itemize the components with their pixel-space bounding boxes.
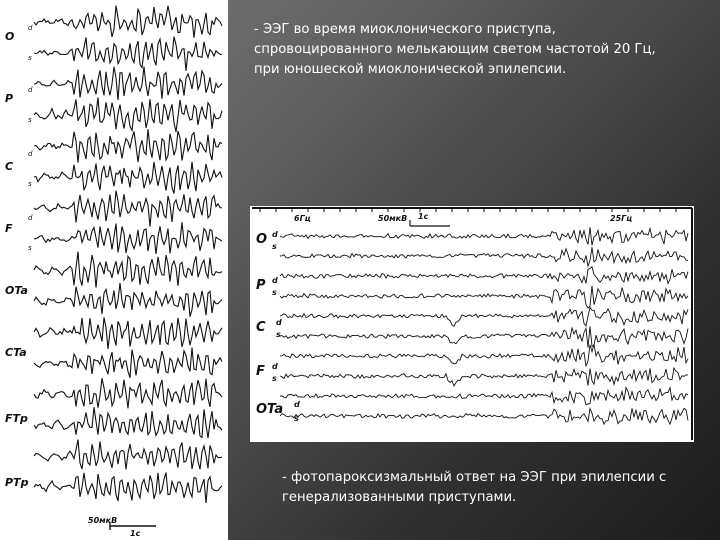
right-channel-label-ota: OTa: [256, 402, 284, 417]
left-eeg-trace: [34, 378, 222, 408]
right-eeg-panel: [250, 206, 694, 442]
right-side-mark-d: d: [272, 230, 278, 239]
left-eeg-panel: [0, 0, 228, 540]
left-side-mark-d: d: [28, 150, 33, 158]
right-eeg-trace: [280, 227, 688, 245]
right-channel-label-f: F: [256, 364, 265, 379]
right-side-mark-d: d: [272, 362, 278, 371]
left-eeg-trace: [34, 283, 222, 317]
right-freq-end: 25Гц: [610, 214, 633, 223]
left-eeg-trace: [34, 162, 222, 194]
left-eeg-trace: [34, 67, 222, 101]
right-eeg-trace: [280, 408, 688, 424]
left-eeg-trace: [34, 317, 222, 349]
left-channel-label-c: C: [5, 160, 14, 173]
left-eeg-trace: [34, 252, 222, 288]
left-eeg-trace: [34, 98, 222, 132]
right-scale-amplitude: 50мкВ: [378, 214, 408, 223]
right-side-mark-s: s: [294, 414, 299, 423]
left-eeg-trace: [34, 348, 222, 378]
left-channel-label-f: F: [5, 222, 13, 235]
left-eeg-trace: [34, 473, 222, 504]
left-eeg-traces: [0, 0, 228, 540]
left-channel-label-ftp: FTp: [5, 412, 28, 425]
left-side-mark-d: d: [28, 24, 33, 32]
left-side-mark-d: d: [28, 86, 33, 94]
left-channel-label-p: P: [5, 92, 14, 105]
caption-bottom: - фотопароксизмальный ответ на ЭЭГ при эпилепсии с генерализованными приступами.: [282, 470, 667, 505]
left-side-mark-s: s: [28, 180, 32, 188]
right-side-mark-d: d: [276, 318, 282, 327]
right-eeg-trace: [280, 247, 688, 266]
right-channel-label-c: C: [256, 320, 266, 335]
right-freq-start: 6Гц: [294, 214, 311, 223]
right-eeg-trace: [280, 308, 688, 327]
left-scale-time: 1с: [130, 529, 141, 538]
right-eeg-traces: [250, 206, 694, 442]
right-eeg-trace: [280, 326, 688, 347]
right-eeg-trace: [280, 344, 688, 366]
right-side-mark-s: s: [272, 374, 277, 383]
left-side-mark-s: s: [28, 54, 32, 62]
left-side-mark-s: s: [28, 116, 32, 124]
left-eeg-trace: [34, 37, 222, 71]
right-scale-time: 1с: [418, 212, 429, 221]
left-eeg-trace: [34, 407, 222, 438]
left-scale-amplitude: 50мкВ: [88, 516, 118, 525]
left-eeg-trace: [34, 440, 222, 470]
right-side-mark-d: d: [294, 400, 300, 409]
left-eeg-trace: [34, 191, 222, 227]
left-side-mark-s: s: [28, 244, 32, 252]
left-channel-label-ota: OTa: [5, 284, 28, 297]
left-side-mark-d: d: [28, 214, 33, 222]
left-eeg-trace: [34, 129, 222, 162]
left-eeg-trace: [34, 222, 222, 254]
right-eeg-trace: [280, 388, 688, 405]
left-channel-label-ptp: PTp: [5, 476, 29, 489]
left-channel-label-cta: CTa: [5, 346, 27, 359]
caption-top: - ЭЭГ во время миоклонического приступа, спровоцированного мелькающим светом частотой 20 Гц, при юношеской миоклонической эпилепсии.: [254, 22, 656, 77]
right-side-mark-s: s: [272, 288, 277, 297]
right-channel-label-o: O: [256, 232, 268, 247]
right-side-mark-s: s: [272, 242, 277, 251]
right-eeg-trace: [280, 286, 688, 308]
right-side-mark-d: d: [272, 276, 278, 285]
left-channel-label-o: O: [5, 30, 15, 43]
right-channel-label-p: P: [256, 278, 266, 293]
right-side-mark-s: s: [276, 330, 281, 339]
right-eeg-trace: [280, 368, 688, 386]
right-eeg-trace: [280, 267, 688, 284]
left-eeg-trace: [34, 6, 222, 38]
